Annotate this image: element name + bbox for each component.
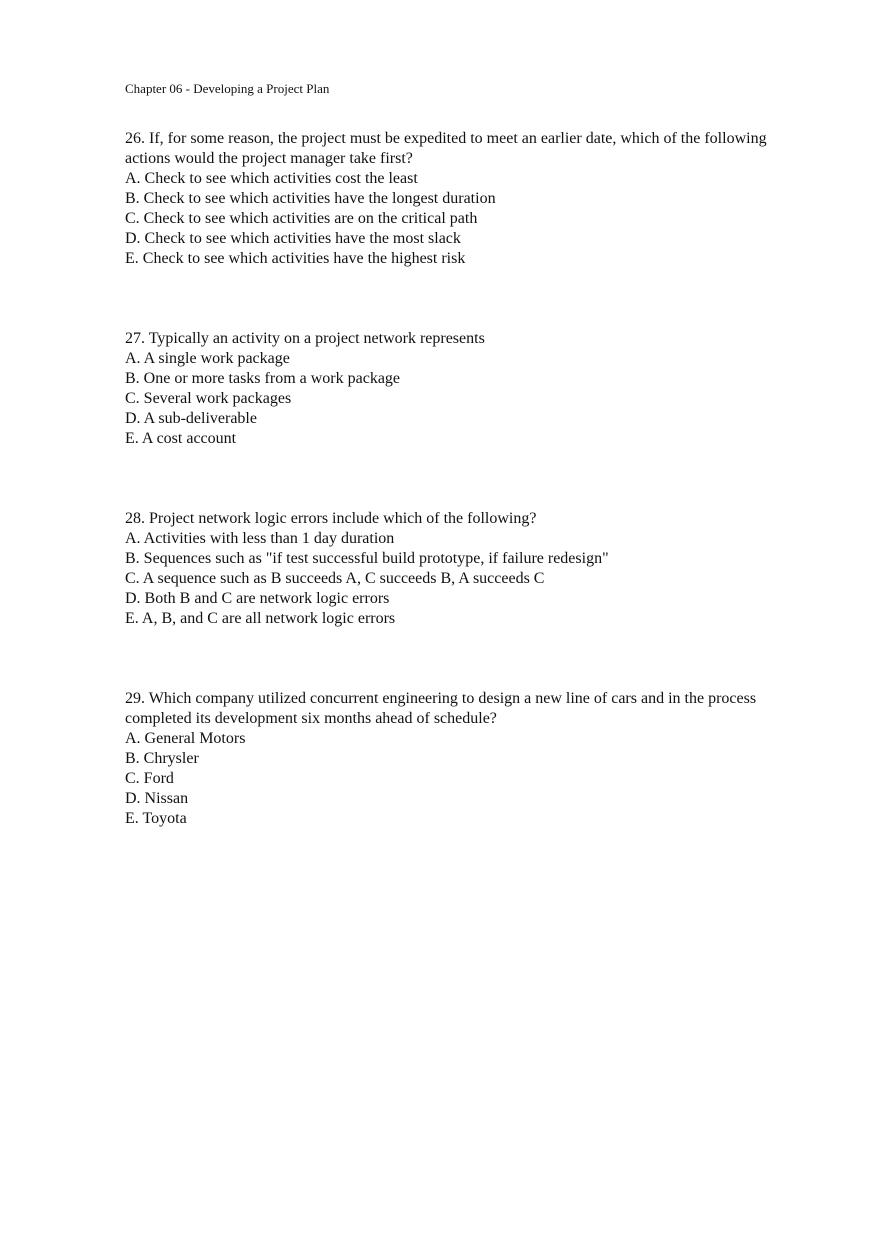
answer-option-c: C. A sequence such as B succeeds A, C succeeds B, A succeeds C <box>125 570 545 587</box>
answer-option-a: A. Check to see which activities cost the least <box>125 170 418 187</box>
answer-option-b: B. Chrysler <box>125 750 199 767</box>
question-28 <box>125 509 775 629</box>
question-stem: 28. Project network logic errors include which of the following? <box>125 510 537 527</box>
question-stem: 26. If, for some reason, the project must be expedited to meet an earlier date, which of the following actions would the project manager take first? <box>125 130 767 167</box>
answer-option-b: B. Sequences such as "if test successful build prototype, if failure redesign" <box>125 550 609 567</box>
answer-option-a: A. A single work package <box>125 350 290 367</box>
answer-options <box>125 529 775 629</box>
answer-option-a: A. Activities with less than 1 day duration <box>125 530 395 547</box>
question-stem: 27. Typically an activity on a project network represents <box>125 330 485 347</box>
chapter-header: Chapter 06 - Developing a Project Plan <box>125 81 330 96</box>
answer-option-a: A. General Motors <box>125 730 246 747</box>
answer-option-c: C. Several work packages <box>125 390 292 407</box>
answer-option-b: B. Check to see which activities have the longest duration <box>125 190 496 207</box>
question-26 <box>125 129 775 269</box>
question-27 <box>125 329 775 449</box>
answer-option-e: E. A, B, and C are all network logic errors <box>125 610 396 627</box>
answer-option-d: D. Both B and C are network logic errors <box>125 590 390 607</box>
answer-option-d: D. Nissan <box>125 790 189 807</box>
answer-option-d: D. A sub-deliverable <box>125 410 257 427</box>
question-stem: 29. Which company utilized concurrent engineering to design a new line of cars and in the process completed its development six months ahead of schedule? <box>125 690 757 727</box>
question-29 <box>125 689 775 829</box>
answer-options <box>125 169 775 269</box>
answer-options <box>125 349 775 449</box>
answer-option-e: E. Toyota <box>125 810 187 827</box>
answer-option-e: E. A cost account <box>125 430 237 447</box>
answer-option-b: B. One or more tasks from a work package <box>125 370 401 387</box>
answer-option-c: C. Ford <box>125 770 174 787</box>
answer-option-c: C. Check to see which activities are on the critical path <box>125 210 478 227</box>
answer-options <box>125 729 775 829</box>
answer-option-e: E. Check to see which activities have the highest risk <box>125 250 466 267</box>
answer-option-d: D. Check to see which activities have the most slack <box>125 230 461 247</box>
